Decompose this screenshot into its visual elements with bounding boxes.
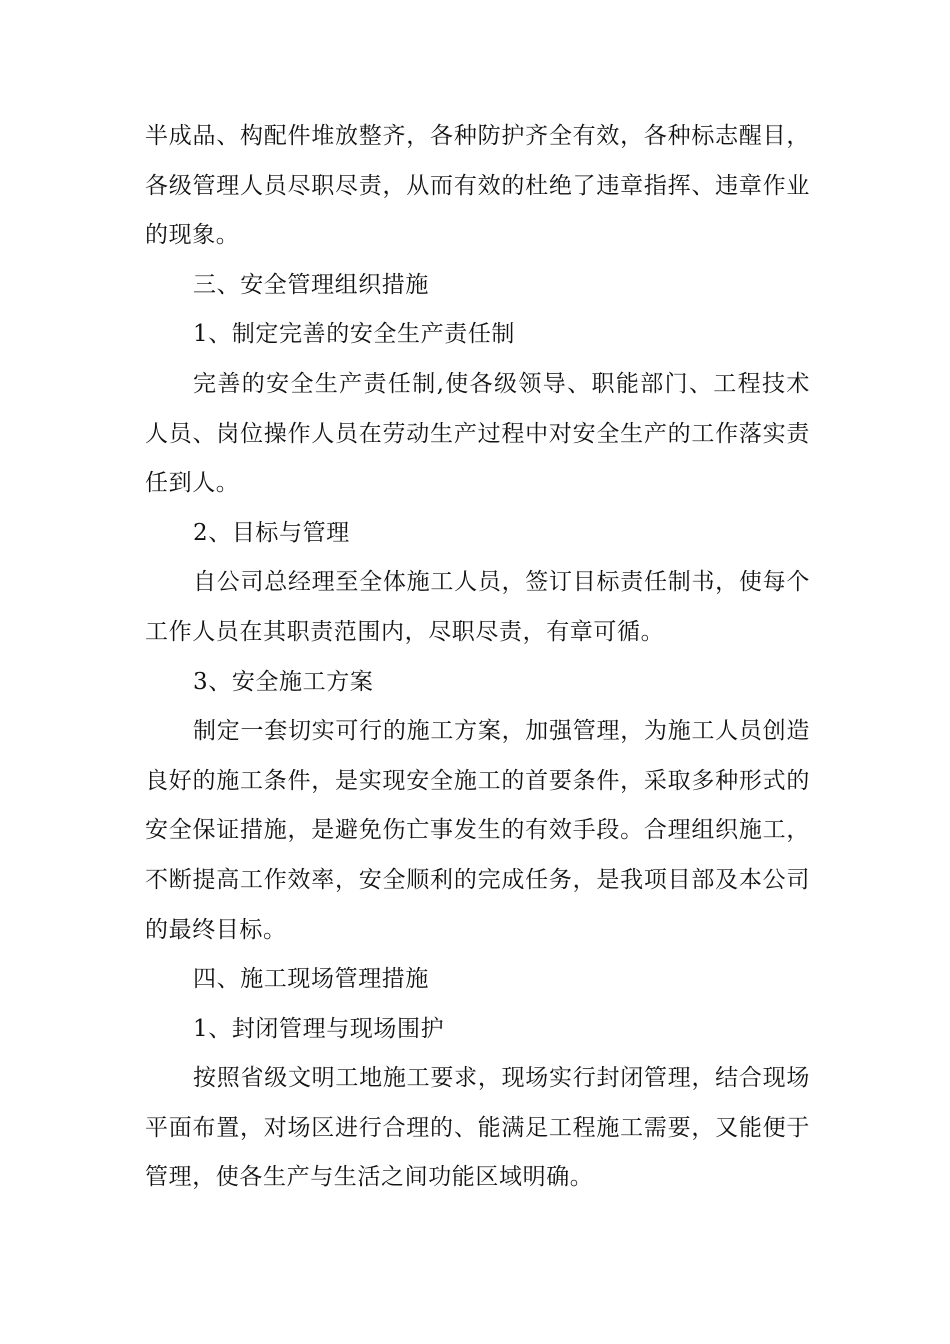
subheading-closed-management: 1、封闭管理与现场围护 [193,1015,445,1042]
paragraph-goals-management: 自公司总经理至全体施工人员，签订目标责任制书，使每个工作人员在其职责范围内，尽职尽责，有章可循。 [145,569,810,645]
paragraph-closed-management: 按照省级文明工地施工要求，现场实行封闭管理，结合现场平面布置，对场区进行合理的、能满足工程施工需要，又能便于管理，使各生产与生活之间功能区域明确。 [145,1065,810,1191]
section-heading-site-management: 四、施工现场管理措施 [193,966,429,993]
subheading-responsibility-system: 1、制定完善的安全生产责任制 [193,321,516,348]
paragraph-responsibility-system: 完善的安全生产责任制,使各级领导、职能部门、工程技术人员、岗位操作人员在劳动生产过程中对安全生产的工作落实责任到人。 [145,370,810,497]
subheading-goals-management: 2、目标与管理 [193,519,350,546]
document-body [145,112,810,1203]
paragraph-continuation: 半成品、构配件堆放整齐，各种防护齐全有效，各种标志醒目，各级管理人员尽职尽责，从而有效的杜绝了违章指挥、违章作业的现象。 [145,123,810,249]
subheading-safety-plan: 3、安全施工方案 [193,668,374,695]
paragraph-safety-plan: 制定一套切实可行的施工方案，加强管理，为施工人员创造良好的施工条件，是实现安全施工的首要条件，采取多种形式的安全保证措施，是避免伤亡事发生的有效手段。合理组织施工，不断提高工作效率，安全顺利的完成任务，是我项目部及本公司的最终目标。 [145,718,810,943]
section-heading-safety-management: 三、安全管理组织措施 [193,271,429,298]
